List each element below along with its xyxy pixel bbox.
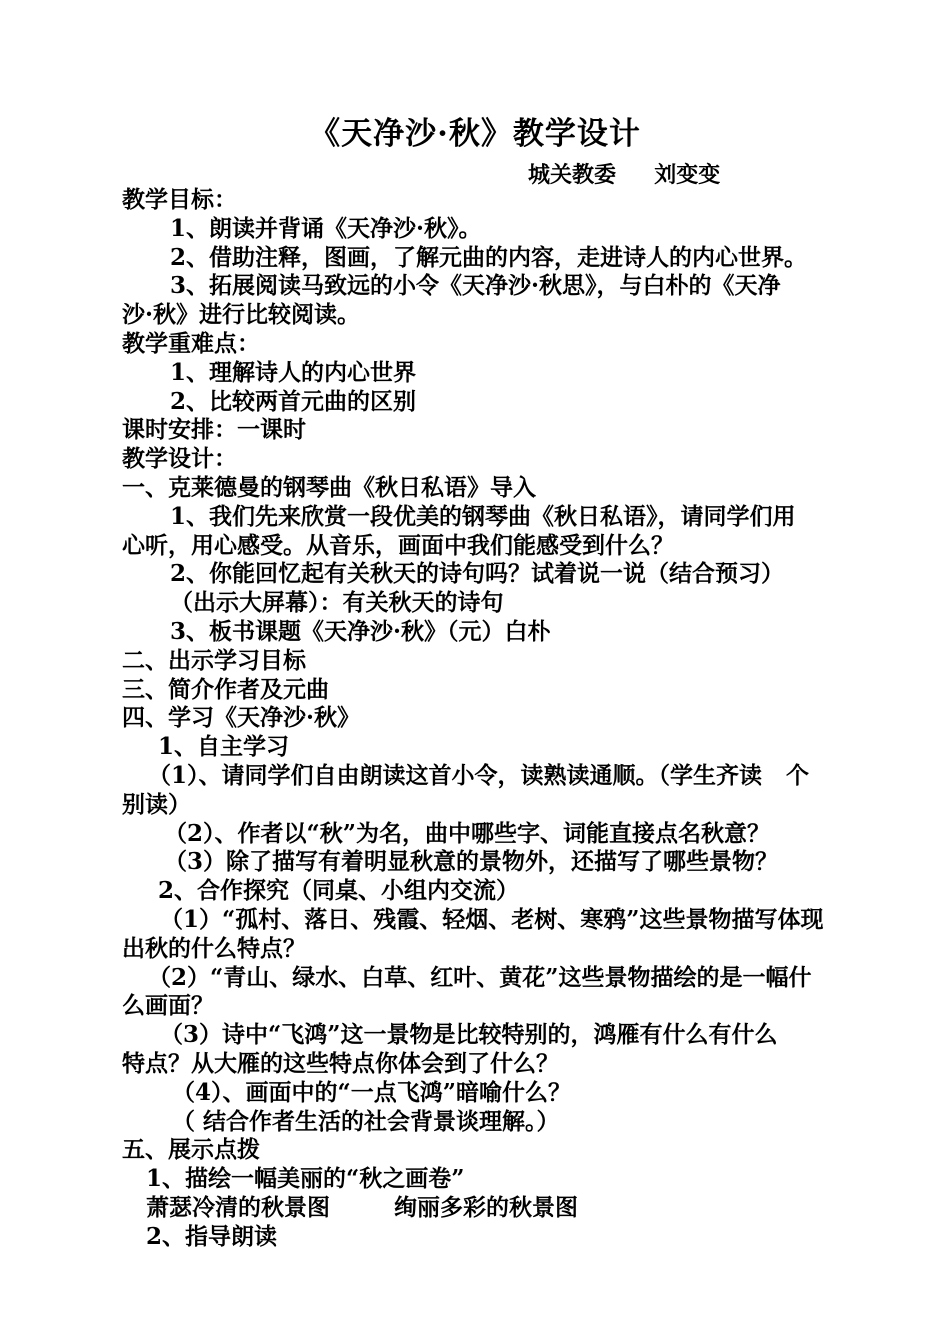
- text-line: 2、你能回忆起有关秋天的诗句吗？试着说一说（结合预习）: [170, 560, 785, 588]
- text-line: 教学目标：: [122, 186, 237, 213]
- text-line: （出示大屏幕）：有关秋天的诗句: [170, 589, 504, 617]
- text-line: 1、朗读并背诵《天净沙·秋》。: [170, 214, 482, 242]
- text-line: 课时安排：一课时: [122, 416, 306, 444]
- text-line: （ 结合作者生活的社会背景谈理解。）: [172, 1107, 560, 1135]
- text-line: （3）除了描写有着明显秋意的景物外，还描写了哪些景物？: [164, 848, 779, 876]
- text-line: 3、拓展阅读马致远的小令《天净沙·秋思》，与白朴的《天净: [170, 272, 781, 300]
- text-line: 一、克莱德曼的钢琴曲《秋日私语》导入: [122, 473, 536, 501]
- text-line: 萧瑟冷清的秋景图 绚丽多彩的秋景图: [146, 1193, 579, 1221]
- text-line: 五、展示点拨: [122, 1136, 260, 1164]
- text-line: 3、板书课题《天净沙·秋》（元）白朴: [170, 617, 551, 645]
- text-line: 沙·秋》进行比较阅读。: [122, 301, 361, 329]
- text-line: 2、合作探究（同桌、小组内交流）: [158, 877, 520, 905]
- text-line: （2）、作者以“秋”为名，曲中哪些字、词能直接点名秋意？: [164, 819, 770, 847]
- text-line: 特点？从大雁的这些特点你体会到了什么？: [122, 1049, 559, 1077]
- text-line: 1、描绘一幅美丽的“秋之画卷”: [146, 1165, 465, 1193]
- text-line: 1、理解诗人的内心世界: [170, 358, 417, 386]
- text-line: 2、指导朗读: [146, 1222, 278, 1250]
- text-line: （2）“青山、绿水、白草、红叶、黄花”这些景物描绘的是一幅什: [148, 963, 812, 991]
- text-line: 教学重难点：: [122, 329, 260, 357]
- document-body: [122, 186, 860, 1251]
- text-line: 教学设计：: [122, 445, 237, 473]
- text-line: 2、借助注释，图画，了解元曲的内容，走进诗人的内心世界。: [170, 243, 808, 271]
- text-line: （1）、请同学们自由朗读这首小令，读熟读通顺。（学生齐读 个: [148, 761, 810, 789]
- text-line: 二、出示学习目标: [122, 646, 306, 674]
- text-line: 1、我们先来欣赏一段优美的钢琴曲《秋日私语》，请同学们用: [170, 502, 796, 530]
- text-line: 三、简介作者及元曲: [122, 675, 329, 703]
- text-line: 心听，用心感受。从音乐，画面中我们能感受到什么？: [122, 531, 674, 559]
- text-line: 别读）: [122, 790, 191, 818]
- text-line: 么画面？: [122, 992, 214, 1020]
- document-title: 《天净沙·秋》教学设计: [309, 116, 641, 152]
- text-line: （3）诗中“飞鸿”这一景物是比较特别的，鸿雁有什么有什么: [160, 1021, 778, 1049]
- text-line: （1）“孤村、落日、残霞、轻烟、老树、寒鸦”这些景物描写体现: [160, 905, 824, 933]
- text-line: （4）、画面中的“一点飞鸿”暗喻什么？: [172, 1078, 571, 1106]
- text-line: 2、比较两首元曲的区别: [170, 387, 417, 415]
- text-line: 出秋的什么特点？: [122, 934, 306, 962]
- text-line: 四、学习《天净沙·秋》: [122, 704, 361, 732]
- text-line: 1、自主学习: [158, 733, 290, 761]
- author-line: 城关教委 刘变变: [528, 162, 721, 188]
